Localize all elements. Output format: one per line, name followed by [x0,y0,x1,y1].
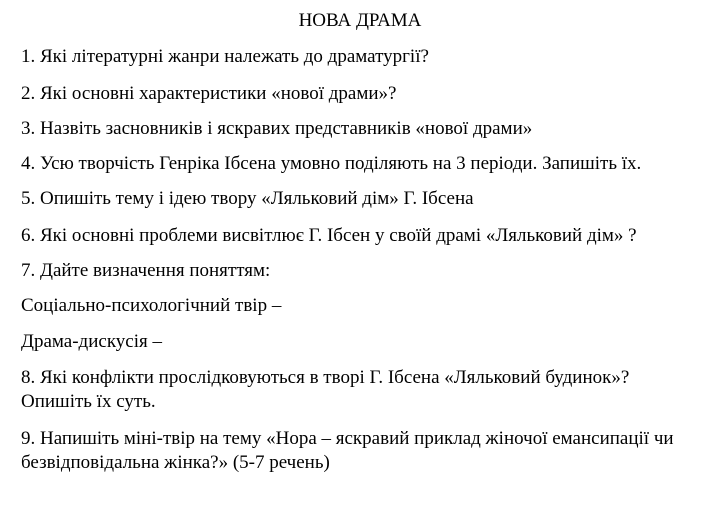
question-1: 1. Які літературні жанри належать до драматургії? [21,46,429,67]
question-7: 7. Дайте визначення поняттям: [21,260,271,281]
question-5: 5. Опишіть тему і ідею твору «Ляльковий дім» Г. Ібсена [21,188,474,209]
question-9-line-1: 9. Напишіть міні-твір на тему «Нора – яскравий приклад жіночої емансипації чи [21,428,674,449]
term-drama-discussion: Драма-дискусія – [21,331,162,352]
question-8-line-1: 8. Які конфлікти прослідковуються в творі Г. Ібсена «Ляльковий будинок»? [21,367,630,388]
question-2: 2. Які основні характеристики «нової драми»? [21,83,397,104]
question-8-line-2: Опишіть їх суть. [21,391,156,412]
question-9-line-2: безвідповідальна жінка?» (5-7 речень) [21,452,330,473]
question-4: 4. Усю творчість Генріка Ібсена умовно поділяють на 3 періоди. Запишіть їх. [21,153,642,174]
term-social-psychological: Соціально-психологічний твір – [21,295,282,316]
question-3: 3. Назвіть засновників і яскравих представників «нової драми» [21,118,533,139]
document-title: НОВА ДРАМА [298,10,422,31]
question-6: 6. Які основні проблеми висвітлює Г. Ібсен у своїй драмі «Ляльковий дім» ? [21,225,637,246]
